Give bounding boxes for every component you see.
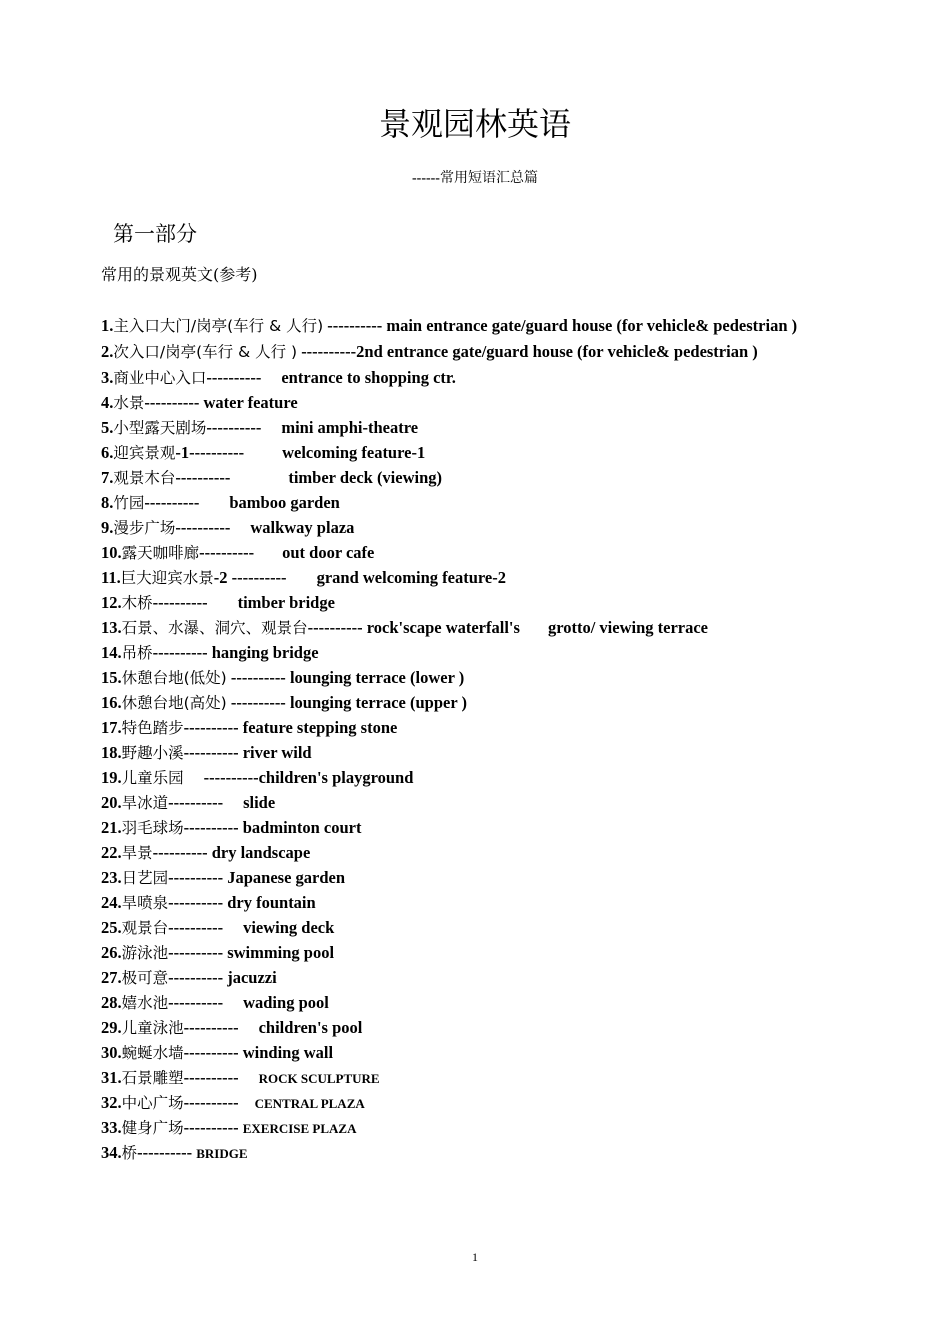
item-english: timber deck (viewing) (288, 468, 443, 487)
item-english: ROCK SCULPTURE (258, 1071, 380, 1086)
item-dash: ---------- (144, 393, 204, 412)
item-english: Japanese garden (227, 868, 346, 887)
item-chinese: 中心广场 (121, 1094, 184, 1112)
item-chinese: 休憩台地(高处) (121, 694, 227, 712)
item-chinese: 特色踏步 (121, 719, 184, 737)
item-english: grand welcoming feature-2 (316, 568, 506, 587)
item-dash: ---------- (226, 693, 290, 712)
item-number: 15. (101, 668, 122, 687)
item-english-secondary: grotto/ viewing terrace (547, 618, 708, 637)
item-chinese: 露天咖啡廊 (121, 544, 200, 562)
list-item (101, 990, 861, 1015)
list-item (101, 615, 861, 640)
item-number: 12. (101, 593, 122, 612)
item-dash: ---------- (183, 1068, 239, 1087)
item-dash: ---------- (168, 968, 228, 987)
item-number: 29. (101, 1018, 122, 1037)
item-chinese: 休憩台地(低处) (121, 669, 227, 687)
item-dash: ---------- (183, 743, 243, 762)
list-item (101, 765, 861, 790)
item-dash: ---------- (152, 643, 212, 662)
item-chinese: 迎宾景观 (113, 444, 176, 462)
item-number: 27. (101, 968, 122, 987)
item-chinese: 木桥 (121, 594, 153, 612)
glossary-list (101, 313, 861, 1165)
item-number: 4. (101, 393, 114, 412)
item-number: 20. (101, 793, 122, 812)
item-chinese: 旱喷泉 (121, 894, 169, 912)
item-number: 16. (101, 693, 122, 712)
item-number: 18. (101, 743, 122, 762)
item-dash: ---------- (226, 668, 290, 687)
list-item (101, 390, 861, 415)
section-heading: 第一部分 (113, 222, 197, 246)
item-chinese: 漫步广场 (113, 519, 176, 537)
item-chinese: 野趣小溪 (121, 744, 184, 762)
item-english: badminton court (242, 818, 362, 837)
item-dash: ---------- (152, 843, 212, 862)
page-number: 1 (472, 1250, 478, 1264)
item-english: timber bridge (237, 593, 335, 612)
item-chinese: 石景、水瀑、洞穴、观景台 (121, 619, 308, 637)
item-dash: ---------- (175, 518, 231, 537)
item-dash: ---------- (297, 342, 357, 361)
item-number: 21. (101, 818, 122, 837)
item-chinese: 吊桥 (121, 644, 153, 662)
item-number: 7. (101, 468, 114, 487)
item-dash: ---------- (137, 1143, 197, 1162)
item-number: 5. (101, 418, 114, 437)
item-english: 2nd entrance gate/guard house (for vehicle& pedestrian ) (356, 342, 758, 361)
item-chinese: 极可意 (121, 969, 169, 987)
item-english: welcoming feature-1 (282, 443, 426, 462)
item-dash: -1---------- (175, 443, 245, 462)
item-dash: ---------- (323, 316, 387, 335)
item-english: winding wall (242, 1043, 334, 1062)
item-number: 24. (101, 893, 122, 912)
item-number: 22. (101, 843, 122, 862)
list-item (101, 1090, 861, 1115)
item-chinese: 主入口大门/岗亭(车行 & 人行) (113, 317, 324, 335)
item-chinese: 旱景 (121, 844, 153, 862)
list-item (101, 465, 861, 490)
item-number: 17. (101, 718, 122, 737)
item-chinese: 观景台 (121, 919, 169, 937)
item-chinese: 巨大迎宾水景 (120, 569, 214, 587)
list-item (101, 515, 861, 540)
item-english: CENTRAL PLAZA (254, 1096, 365, 1111)
item-english: dry fountain (227, 893, 316, 912)
item-english: lounging terrace (lower ) (289, 668, 465, 687)
list-item (101, 715, 861, 740)
item-number: 14. (101, 643, 122, 662)
item-number: 6. (101, 443, 114, 462)
list-item (101, 790, 861, 815)
item-chinese: 嬉水池 (121, 994, 169, 1012)
item-dash: ---------- (199, 543, 255, 562)
list-item (101, 565, 861, 590)
intro-note: 常用的景观英文(参考) (101, 265, 258, 284)
item-dash: ---------- (168, 793, 224, 812)
list-item (101, 665, 861, 690)
item-dash: ---------- (168, 868, 228, 887)
item-dash: ---------- (183, 1018, 239, 1037)
item-number: 25. (101, 918, 122, 937)
item-chinese: 健身广场 (121, 1119, 184, 1137)
list-item (101, 339, 861, 365)
item-english: viewing deck (243, 918, 335, 937)
item-chinese: 儿童泳池 (121, 1019, 184, 1037)
item-number: 26. (101, 943, 122, 962)
item-dash: ---------- (183, 718, 243, 737)
item-number: 9. (101, 518, 114, 537)
list-item (101, 1065, 861, 1090)
item-dash: -2 ---------- (213, 568, 287, 587)
item-dash: ---------- (168, 918, 224, 937)
item-english: slide (243, 793, 276, 812)
item-chinese: 小型露天剧场 (113, 419, 207, 437)
item-dash: ---------- (183, 818, 243, 837)
list-item (101, 865, 861, 890)
item-dash: ---------- (307, 618, 367, 637)
item-number: 19. (101, 768, 122, 787)
item-number: 2. (101, 342, 114, 361)
list-item (101, 590, 861, 615)
list-item (101, 1040, 861, 1065)
item-number: 3. (101, 368, 114, 387)
list-item (101, 940, 861, 965)
list-item (101, 1015, 861, 1040)
item-chinese: 羽毛球场 (121, 819, 184, 837)
item-chinese: 石景雕塑 (121, 1069, 184, 1087)
list-item (101, 490, 861, 515)
item-chinese: 观景木台 (113, 469, 176, 487)
item-english: EXERCISE PLAZA (242, 1121, 357, 1136)
item-english: lounging terrace (upper ) (289, 693, 467, 712)
item-english: jacuzzi (227, 968, 277, 987)
list-item (101, 640, 861, 665)
item-chinese: 旱冰道 (121, 794, 169, 812)
item-dash: ---------- (144, 493, 200, 512)
item-number: 10. (101, 543, 122, 562)
list-item (101, 415, 861, 440)
item-chinese: 水景 (113, 394, 145, 412)
item-number: 34. (101, 1143, 122, 1162)
item-chinese: 商业中心入口 (113, 369, 207, 387)
item-chinese: 儿童乐园 (121, 769, 184, 787)
item-english: dry landscape (211, 843, 311, 862)
item-dash: ---------- (183, 1043, 243, 1062)
item-english: hanging bridge (211, 643, 319, 662)
item-dash: ---------- (168, 893, 228, 912)
item-dash: ---------- (175, 468, 231, 487)
item-number: 23. (101, 868, 122, 887)
list-item (101, 840, 861, 865)
item-dash: ---------- (152, 593, 208, 612)
item-dash: ---------- (168, 993, 224, 1012)
list-item (101, 313, 861, 339)
item-english: river wild (242, 743, 312, 762)
list-item (101, 815, 861, 840)
list-item (101, 965, 861, 990)
item-english: main entrance gate/guard house (for vehicle& pedestrian ) (386, 316, 798, 335)
list-item (101, 1115, 861, 1140)
item-english: out door cafe (282, 543, 375, 562)
list-item (101, 1140, 861, 1165)
item-number: 11. (101, 568, 121, 587)
item-english: swimming pool (227, 943, 335, 962)
item-english: children's pool (258, 1018, 363, 1037)
item-english: children's playground (258, 768, 414, 787)
list-item (101, 690, 861, 715)
document-subtitle (0, 168, 950, 189)
item-english: entrance to shopping ctr. (281, 368, 456, 387)
item-dash: ---------- (168, 943, 228, 962)
item-dash: ---------- (206, 368, 262, 387)
list-item (101, 740, 861, 765)
list-item (101, 440, 861, 465)
item-chinese: 次入口/岗亭(车行 & 人行 ) (113, 343, 298, 361)
subtitle-text: 常用短语汇总篇 (439, 170, 538, 186)
item-number: 13. (101, 618, 122, 637)
document-title: 景观园林英语 (378, 105, 571, 143)
item-chinese: 蜿蜒水墙 (121, 1044, 184, 1062)
item-number: 8. (101, 493, 114, 512)
item-number: 28. (101, 993, 122, 1012)
item-english: water feature (203, 393, 298, 412)
item-chinese: 桥 (121, 1144, 138, 1162)
item-english: rock'scape waterfall's (366, 618, 520, 637)
item-english: feature stepping stone (242, 718, 398, 737)
item-english: bamboo garden (229, 493, 340, 512)
item-chinese: 日艺园 (121, 869, 169, 887)
item-number: 1. (101, 316, 114, 335)
item-chinese: 竹园 (113, 494, 145, 512)
item-dash: ---------- (183, 1118, 243, 1137)
list-item (101, 915, 861, 940)
item-english: mini amphi-theatre (281, 418, 419, 437)
item-dash: ---------- (183, 1093, 239, 1112)
item-english: walkway plaza (250, 518, 355, 537)
list-item (101, 365, 861, 390)
subtitle-dashes: ------ (412, 171, 440, 186)
item-number: 30. (101, 1043, 122, 1062)
item-dash: ---------- (206, 418, 262, 437)
item-chinese: 游泳池 (121, 944, 169, 962)
list-item (101, 540, 861, 565)
item-number: 32. (101, 1093, 122, 1112)
list-item (101, 890, 861, 915)
item-english: wading pool (243, 993, 329, 1012)
item-number: 31. (101, 1068, 122, 1087)
item-english: BRIDGE (196, 1146, 248, 1161)
item-number: 33. (101, 1118, 122, 1137)
item-dash: ---------- (203, 768, 259, 787)
